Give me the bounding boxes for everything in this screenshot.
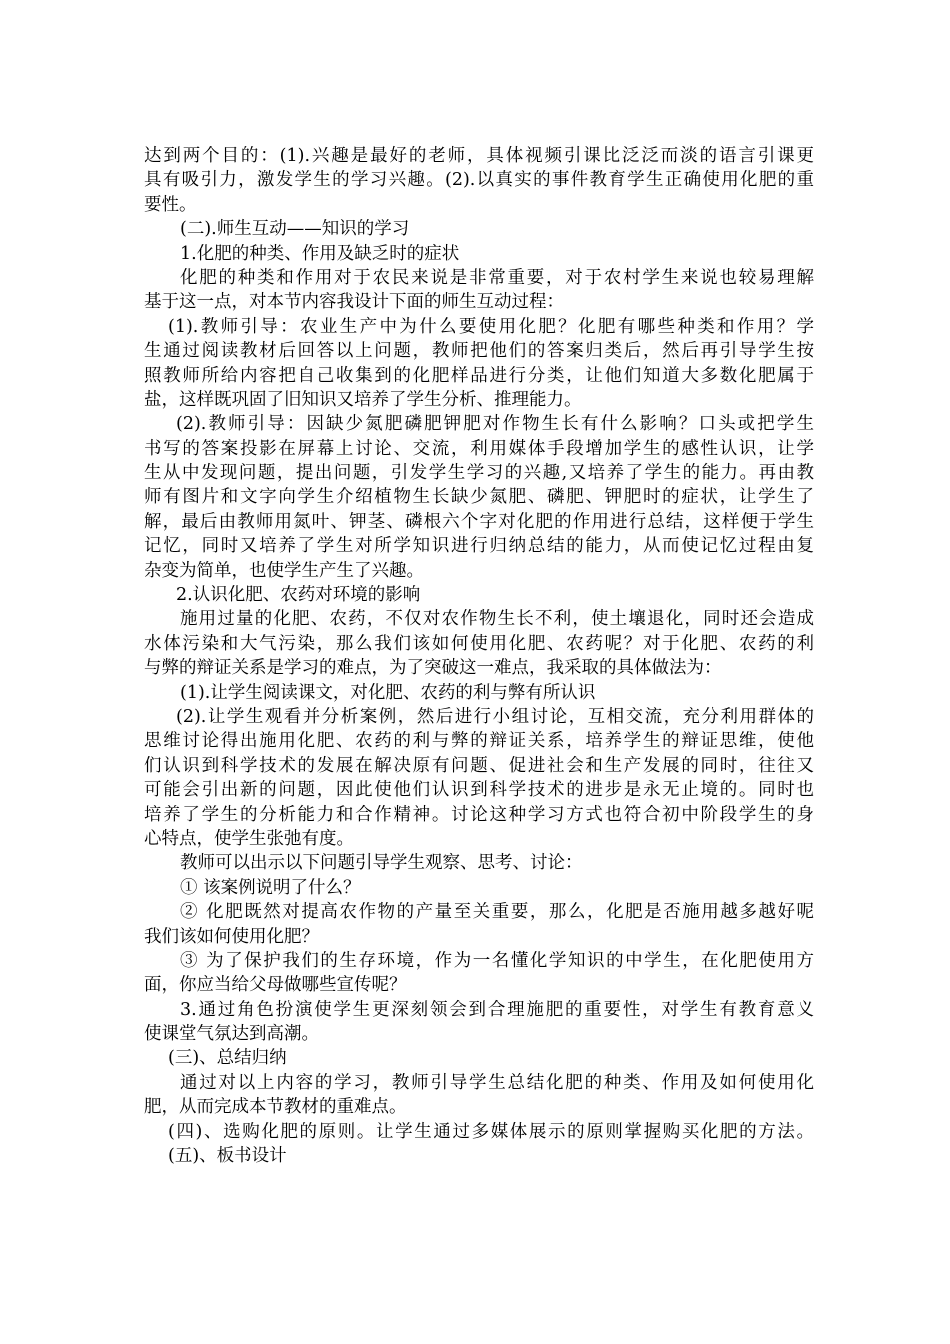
question-item: ③ 为了保护我们的生存环境，作为一名懂化学知识的中学生，在化肥使用方 xyxy=(180,950,814,971)
paragraph-line: 与弊的辩证关系是学习的难点，为了突破这一难点，我采取的具体做法为： xyxy=(144,658,722,679)
paragraph-line: 使课堂气氛达到高潮。 xyxy=(144,1024,319,1045)
document-page xyxy=(144,144,814,1168)
paragraph-line: 我们该如何使用化肥？ xyxy=(144,926,319,947)
paragraph-line: 化肥的种类和作用对于农民来说是非常重要，对于农村学生来说也较易理解 xyxy=(180,267,814,288)
paragraph-line: 3.通过角色扮演使学生更深刻领会到合理施肥的重要性，对学生有教育意义 xyxy=(180,999,814,1020)
section-heading: (三)、总结归纳 xyxy=(168,1048,287,1069)
paragraph-line: 达到两个目的：(1).兴趣是最好的老师，具体视频引课比泛泛而淡的语言引课更 xyxy=(144,146,814,166)
paragraph-line: 肥，从而完成本节教材的重难点。 xyxy=(144,1097,407,1118)
paragraph-line: 杂变为简单，也使学生产生了兴趣。 xyxy=(144,560,424,581)
question-item: ② 化肥既然对提高农作物的产量至关重要，那么，化肥是否施用越多越好呢 xyxy=(180,902,814,923)
paragraph-line: 照教师所给内容把自己收集到的化肥样品进行分类，让他们知道大多数化肥属于 xyxy=(144,365,814,386)
paragraph-line: 心特点，使学生张弛有度。 xyxy=(144,828,354,849)
paragraph-line: 面，你应当给父母做哪些宣传呢？ xyxy=(144,975,407,996)
paragraph-line: 盐，这样既巩固了旧知识又培养了学生分析、推理能力。 xyxy=(144,389,582,410)
paragraph-line: 可能会引出新的问题，因此使他们认识到科学技术的进步是永无止境的。同时也 xyxy=(144,780,814,801)
paragraph-line: 基于这一点，对本节内容我设计下面的师生互动过程： xyxy=(144,292,564,313)
paragraph-line: (1).让学生阅读课文，对化肥、农药的利与弊有所认识 xyxy=(180,682,596,703)
paragraph-line: 生从中发现问题，提出问题，引发学生学习的兴趣,又培养了学生的能力。再由教 xyxy=(144,463,814,484)
paragraph-line: 师有图片和文字向学生介绍植物生长缺少氮肥、磷肥、钾肥时的症状，让学生了 xyxy=(144,487,814,508)
paragraph-line: 培养了学生的分析能力和合作精神。讨论这种学习方式也符合初中阶段学生的身 xyxy=(144,804,814,825)
paragraph-line: 要性。 xyxy=(144,194,197,215)
subsection-heading: 1.化肥的种类、作用及缺乏时的症状 xyxy=(180,243,460,264)
paragraph-line: 解，最后由教师用氮叶、钾茎、磷根六个字对化肥的作用进行总结，这样便于学生 xyxy=(144,511,814,532)
paragraph-line: 教师可以出示以下问题引导学生观察、思考、讨论： xyxy=(180,853,583,874)
paragraph-line: 水体污染和大气污染，那么我们该如何使用化肥、农药呢？对于化肥、农药的利 xyxy=(144,633,814,654)
paragraph-line: 具有吸引力，激发学生的学习兴趣。(2).以真实的事件教育学生正确使用化肥的重 xyxy=(144,170,814,191)
paragraph-line: 施用过量的化肥、农药，不仅对农作物生长不利，使土壤退化，同时还会造成 xyxy=(180,609,814,630)
question-item: ① 该案例说明了什么？ xyxy=(180,877,361,898)
paragraph-line: 通过对以上内容的学习，教师引导学生总结化肥的种类、作用及如何使用化 xyxy=(180,1072,814,1093)
paragraph-line: 思维讨论得出施用化肥、农药的利与弊的辩证关系，培养学生的辩证思维，使他 xyxy=(144,731,814,752)
paragraph-line: (2).教师引导：因缺少氮肥磷肥钾肥对作物生长有什么影响？口头或把学生 xyxy=(176,414,814,435)
paragraph-line: 记忆，同时又培养了学生对所学知识进行归纳总结的能力，从而使记忆过程由复 xyxy=(144,536,814,557)
section-heading: (二).师生互动——知识的学习 xyxy=(180,219,410,240)
section-heading: (四)、选购化肥的原则。让学生通过多媒体展示的原则掌握购买化肥的方法。 xyxy=(168,1121,814,1142)
subsection-heading: 2.认识化肥、农药对环境的影响 xyxy=(176,585,421,606)
paragraph-line: 生通过阅读教材后回答以上问题，教师把他们的答案归类后，然后再引导学生按 xyxy=(144,341,814,362)
paragraph-line: 书写的答案投影在屏幕上讨论、交流，利用媒体手段增加学生的感性认识，让学 xyxy=(144,438,814,459)
paragraph-line: (1).教师引导：农业生产中为什么要使用化肥？化肥有哪些种类和作用？学 xyxy=(168,316,814,337)
paragraph-line: 们认识到科学技术的发展在解决原有问题、促进社会和生产发展的同时，往往又 xyxy=(144,755,814,776)
section-heading: (五)、板书设计 xyxy=(168,1146,287,1167)
paragraph-line: (2).让学生观看并分析案例，然后进行小组讨论，互相交流，充分利用群体的 xyxy=(176,706,814,727)
